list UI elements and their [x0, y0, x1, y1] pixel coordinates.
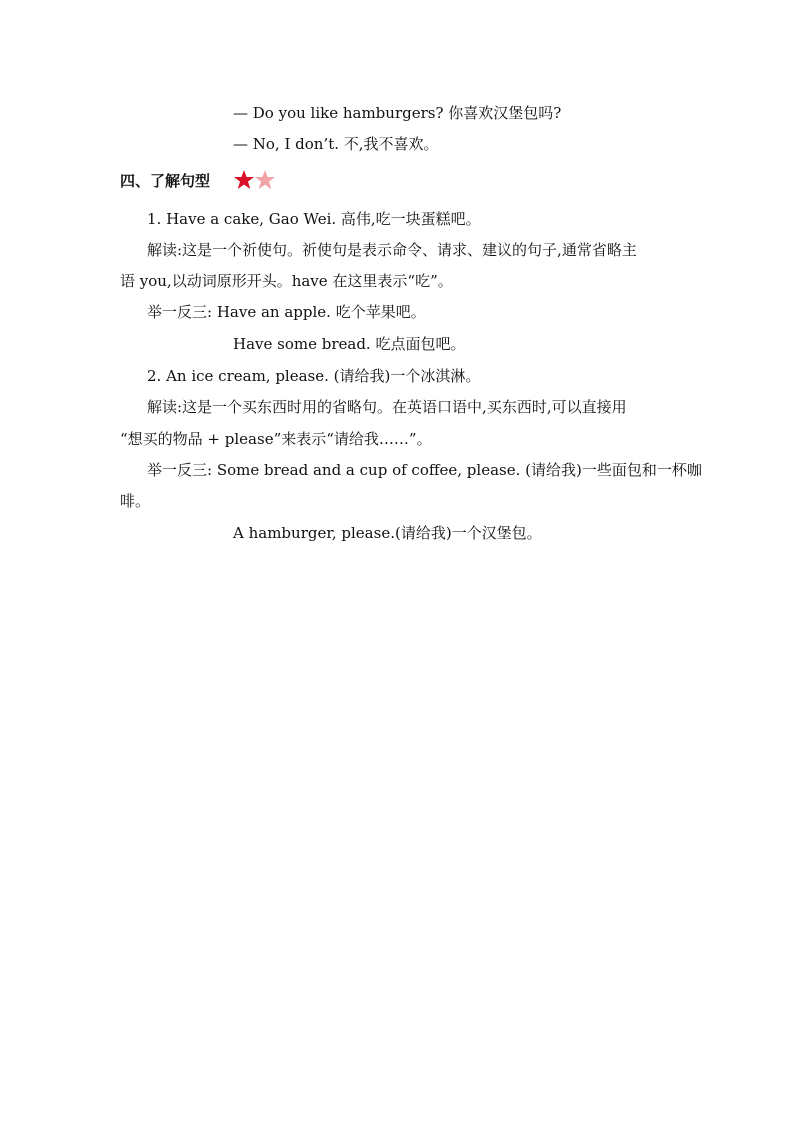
item2-example-line1b: 啡。 [120, 492, 151, 510]
item1-example-line2: Have some bread. 吃点面包吧。 [233, 335, 466, 353]
item2-explain-line2: “想买的物品 + please”来表示“请给我……”。 [120, 430, 432, 448]
dialogue-question: — Do you like hamburgers? 你喜欢汉堡包吗? [233, 104, 562, 122]
item1-example-line1: 举一反三: Have an apple. 吃个苹果吧。 [147, 303, 426, 321]
item2-example-line1: 举一反三: Some bread and a cup of coffee, please. (请给我)一些面包和一杯咖 [147, 461, 702, 479]
item2-sentence: 2. An ice cream, please. (请给我)一个冰淇淋。 [147, 367, 481, 385]
rating-stars [232, 168, 282, 192]
star-full-icon [234, 170, 254, 189]
item1-explain-line2: 语 you,以动词原形开头。have 在这里表示“吃”。 [120, 272, 453, 290]
section-title: 四、了解句型 [120, 172, 211, 190]
dialogue-answer: — No, I don’t. 不,我不喜欢。 [233, 135, 439, 153]
item2-example-line2: A hamburger, please.(请给我)一个汉堡包。 [233, 524, 542, 542]
item2-explain-line1: 解读:这是一个买东西时用的省略句。在英语口语中,买东西时,可以直接用 [147, 398, 627, 416]
item1-sentence: 1. Have a cake, Gao Wei. 高伟,吃一块蛋糕吧。 [147, 210, 481, 228]
star-light-icon [255, 170, 275, 189]
item1-explain-line1: 解读:这是一个祈使句。祈使句是表示命令、请求、建议的句子,通常省略主 [147, 241, 637, 259]
